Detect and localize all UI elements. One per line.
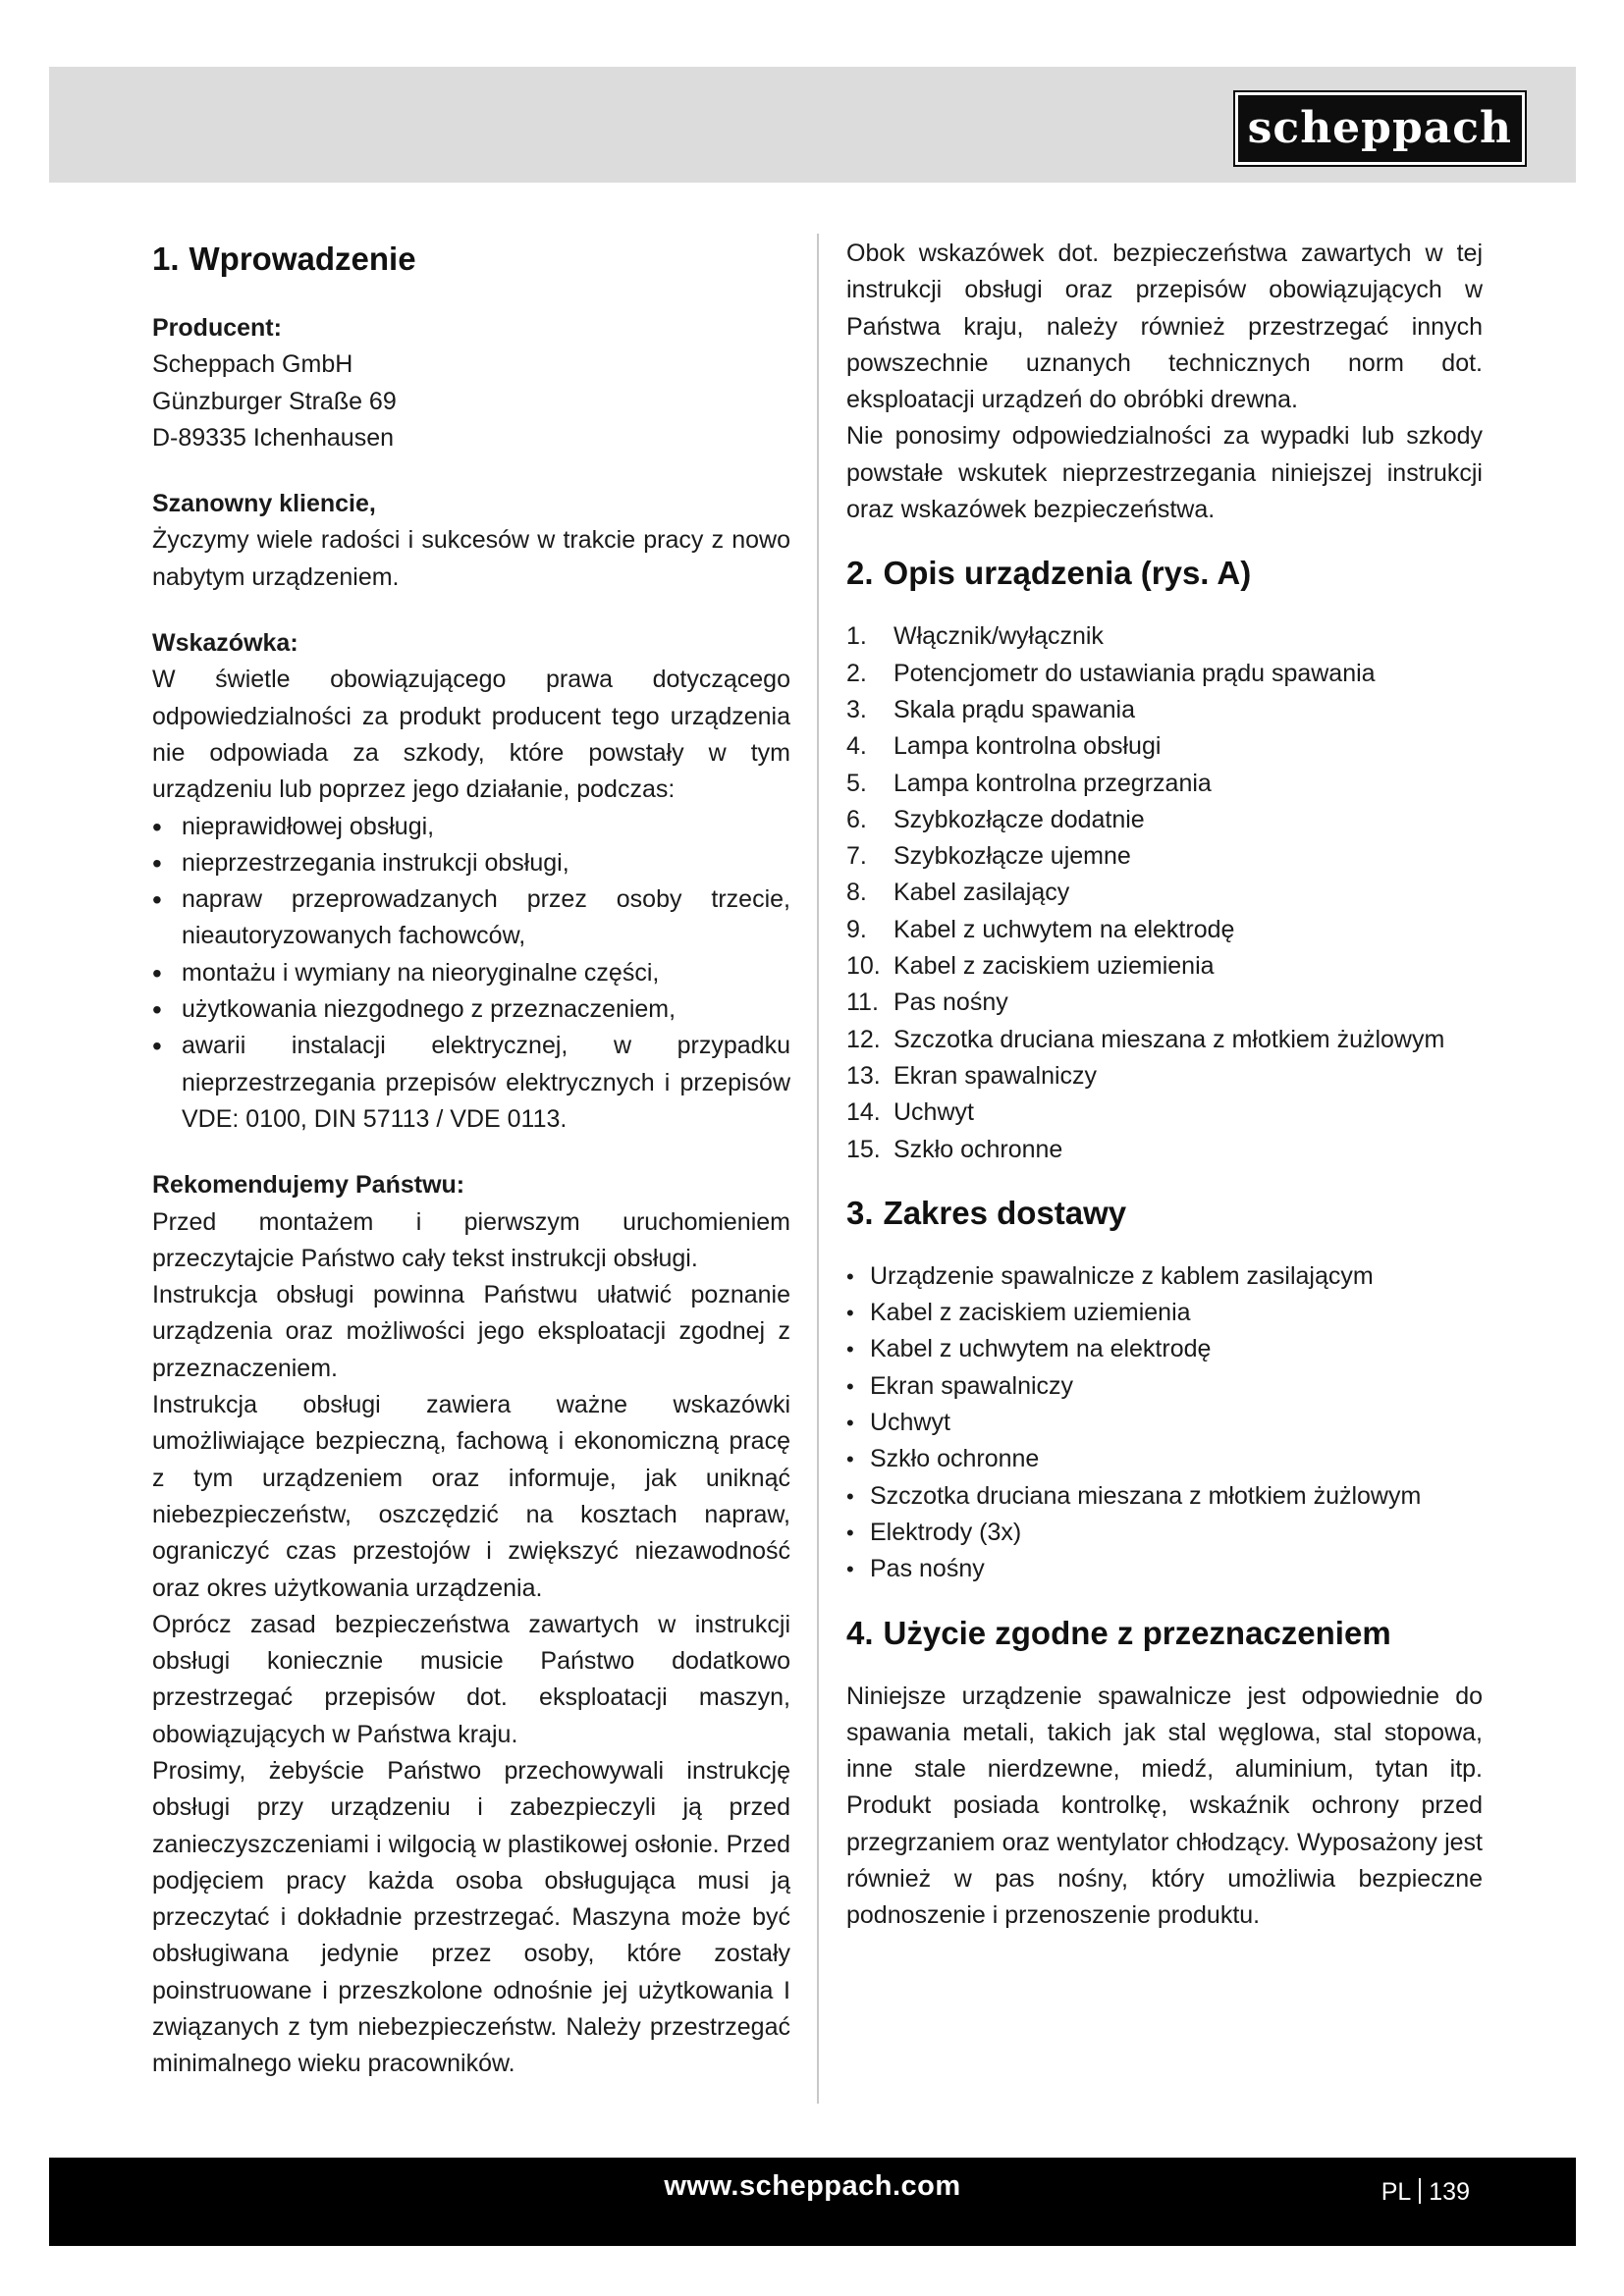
list-item: • Kabel z uchwytem na elektrodę xyxy=(846,1331,1483,1367)
note-label: Wskazówka: xyxy=(152,629,298,658)
section-3-heading xyxy=(846,1190,1483,1237)
item-number: 13. xyxy=(846,1061,881,1090)
item-number: 9. xyxy=(846,915,867,943)
section-4-number: 4. xyxy=(846,1614,874,1651)
recommend-paragraph: Instrukcja obsługi zawiera ważne wskazówki umożliwiające bezpieczną, fachową i ekonomiczną pracę z tym urządzeniem oraz informuje, jak uniknąć niebezpieczeństw, oszczędzić na kosztach napraw, ograniczyć czas przestojów i zwiększyć niezawodność oraz okres użytkowania urządzenia. xyxy=(152,1391,790,1602)
note-text: W świetle obowiązującego prawa dotyczącego odpowiedzialności za produkt producent tego urządzenia nie odpowiada za szkody, które powstały w tym urządzeniu lub poprzez jego działanie, podczas: xyxy=(152,666,790,804)
note-bullet-list xyxy=(152,809,790,1139)
item-number: 1. xyxy=(846,622,867,651)
item-label: Kabel z zaciskiem uziemienia xyxy=(893,952,1215,981)
customer-text: Życzymy wiele radości i sukcesów w trakcie pracy z nowo nabytym urządzeniem. xyxy=(152,526,790,591)
item-number: 6. xyxy=(846,805,867,833)
section-2-number: 2. xyxy=(846,555,874,592)
list-item: • Uchwyt xyxy=(846,1405,1483,1441)
item-label: Kabel z uchwytem na elektrodę xyxy=(893,915,1235,943)
item-number: 12. xyxy=(846,1025,881,1053)
intro-paragraph: Nie ponosimy odpowiedzialności za wypadki lub szkody powstałe wskutek nieprzestrzegania niniejszej instrukcji oraz wskazówek bezpieczeństwa. xyxy=(846,422,1483,524)
item-label: Kabel zasilający xyxy=(893,879,1070,907)
item-number: 10. xyxy=(846,952,881,981)
item-label: Szybkozłącze ujemne xyxy=(893,842,1131,871)
section-2-heading xyxy=(846,550,1483,597)
item-label: Uchwyt xyxy=(893,1098,974,1127)
list-item: • awarii instalacji elektrycznej, w przypadku nieprzestrzegania przepisów elektrycznych i przepisów VDE: 0100, DIN 57113 / VDE 0113. xyxy=(152,1028,790,1138)
item-number: 5. xyxy=(846,769,867,797)
list-item xyxy=(846,766,1483,802)
item-label: Pas nośny xyxy=(893,988,1008,1017)
item-label: Ekran spawalniczy xyxy=(893,1061,1098,1090)
section-1-heading xyxy=(152,236,790,283)
item-number: 4. xyxy=(846,732,867,761)
parts-list xyxy=(846,618,1483,1167)
item-number: 14. xyxy=(846,1098,881,1127)
list-item: • nieprzestrzegania instrukcji obsługi, xyxy=(152,845,790,881)
usage-text: Niniejsze urządzenie spawalnicze jest odpowiednie do spawania metali, takich jak stal węglowa, stal stopowa, inne stale nierdzewne, miedź, aluminium, tytan itp. Produkt posiada kontrolkę, wskaźnik ochrony przed przegrzaniem oraz wentylator chłodzący. Wyposażony jest również w pas nośny, który umożliwia bezpieczne podnoszenie i przenoszenie produktu. xyxy=(846,1682,1483,1930)
website-link[interactable]: www.scheppach.com xyxy=(664,2170,961,2202)
producer-label: Producent: xyxy=(152,314,282,342)
list-item: • Szczotka druciana mieszana z młotkiem żużlowym xyxy=(846,1478,1483,1515)
list-item xyxy=(846,948,1483,985)
page-number: 139 xyxy=(1429,2178,1470,2206)
item-label: Szczotka druciana mieszana z młotkiem żużlowym xyxy=(893,1025,1445,1053)
section-3-number: 3. xyxy=(846,1194,874,1231)
item-label: Lampa kontrolna przegrzania xyxy=(893,769,1212,797)
section-1-number: 1. xyxy=(152,240,180,277)
recommend-paragraph: Prosimy, żebyście Państwo przechowywali instrukcję obsługi przy urządzeniu i zabezpieczyli ją przed zanieczyszczeniami i wilgocią w plastikowej osłonie. Przed podjęciem pracy każda osoba obsługująca musi ją przeczytać i dokładnie przestrzegać. Maszyna może być obsługiwana jedynie przez osoby, które zostały poinstruowane i przeszkolone odnośnie jej użytkowania I związanych z tym niebezpieczeństw. Należy przestrzegać minimalnego wieku pracowników. xyxy=(152,1756,790,2078)
list-item: • Elektrody (3x) xyxy=(846,1515,1483,1551)
item-label: Włącznik/wyłącznik xyxy=(893,622,1104,651)
scheppach-logo: scheppach xyxy=(1235,92,1525,165)
footer-band xyxy=(49,2158,1576,2246)
customer-label: Szanowny kliencie, xyxy=(152,490,376,518)
list-item xyxy=(846,728,1483,765)
recommend-paragraph: Oprócz zasad bezpieczeństwa zawartych w instrukcji obsługi koniecznie musicie Państwo dodatkowo przestrzegać przepisów dot. eksploatacji maszyn, obowiązujących w Państwa kraju. xyxy=(152,1610,790,1748)
list-item: • Kabel z zaciskiem uziemienia xyxy=(846,1295,1483,1331)
item-label: Potencjometr do ustawiania prądu spawania xyxy=(893,659,1376,687)
section-2-title: Opis urządzenia (rys. A) xyxy=(883,555,1252,592)
item-number: 3. xyxy=(846,695,867,723)
language-code: PL xyxy=(1380,2178,1412,2206)
list-item: • Szkło ochronne xyxy=(846,1441,1483,1477)
item-number: 2. xyxy=(846,659,867,687)
separator xyxy=(1419,2178,1421,2204)
list-item xyxy=(846,1132,1483,1168)
list-item: • użytkowania niezgodnego z przeznaczeniem, xyxy=(152,991,790,1028)
list-item xyxy=(846,618,1483,655)
section-3-title: Zakres dostawy xyxy=(883,1194,1127,1231)
section-1-title: Wprowadzenie xyxy=(189,240,416,277)
list-item xyxy=(846,1095,1483,1131)
item-label: Szkło ochronne xyxy=(893,1135,1063,1163)
list-item: • Pas nośny xyxy=(846,1551,1483,1587)
item-number: 7. xyxy=(846,842,867,871)
delivery-list xyxy=(846,1258,1483,1588)
producer-line: Günzburger Straße 69 xyxy=(152,387,397,415)
right-column xyxy=(846,236,1483,1935)
item-number: 11. xyxy=(846,988,879,1017)
page-indicator xyxy=(1381,2169,1470,2215)
item-label: Skala prądu spawania xyxy=(893,695,1135,723)
left-column xyxy=(152,236,790,2083)
header-band xyxy=(49,67,1576,183)
item-label: Szybkozłącze dodatnie xyxy=(893,805,1145,833)
producer-line: Scheppach GmbH xyxy=(152,350,353,379)
section-4-title: Użycie zgodne z przeznaczeniem xyxy=(883,1614,1391,1651)
list-item xyxy=(846,1022,1483,1058)
recommend-paragraph: Instrukcja obsługi powinna Państwu ułatwić poznanie urządzenia oraz możliwości jego eksploatacji zgodnej z przeznaczeniem. xyxy=(152,1281,790,1382)
item-label: Lampa kontrolna obsługi xyxy=(893,732,1162,761)
list-item xyxy=(846,875,1483,911)
list-item xyxy=(846,656,1483,692)
column-divider xyxy=(817,234,819,2104)
list-item: • Ekran spawalniczy xyxy=(846,1368,1483,1405)
list-item xyxy=(846,912,1483,948)
list-item: • napraw przeprowadzanych przez osoby trzecie, nieautoryzowanych fachowców, xyxy=(152,881,790,955)
item-number: 8. xyxy=(846,879,867,907)
list-item xyxy=(846,838,1483,875)
list-item: • nieprawidłowej obsługi, xyxy=(152,809,790,845)
section-4-heading xyxy=(846,1610,1483,1657)
list-item xyxy=(846,1058,1483,1095)
recommend-label: Rekomendujemy Państwu: xyxy=(152,1171,465,1200)
list-item: • Urządzenie spawalnicze z kablem zasilającym xyxy=(846,1258,1483,1295)
intro-paragraph: Obok wskazówek dot. bezpieczeństwa zawartych w tej instrukcji obsługi oraz przepisów obowiązujących w Państwa kraju, należy również przestrzegać innych powszechnie uznanych technicznych norm dot. eksploatacji urządzeń do obróbki drewna. xyxy=(846,240,1483,414)
list-item: • montażu i wymiany na nieoryginalne części, xyxy=(152,955,790,991)
recommend-paragraph: Przed montażem i pierwszym uruchomieniem przeczytajcie Państwo cały tekst instrukcji obsługi. xyxy=(152,1207,790,1272)
item-number: 15. xyxy=(846,1135,881,1163)
list-item xyxy=(846,802,1483,838)
list-item xyxy=(846,985,1483,1021)
producer-line: D-89335 Ichenhausen xyxy=(152,423,395,452)
list-item xyxy=(846,692,1483,728)
